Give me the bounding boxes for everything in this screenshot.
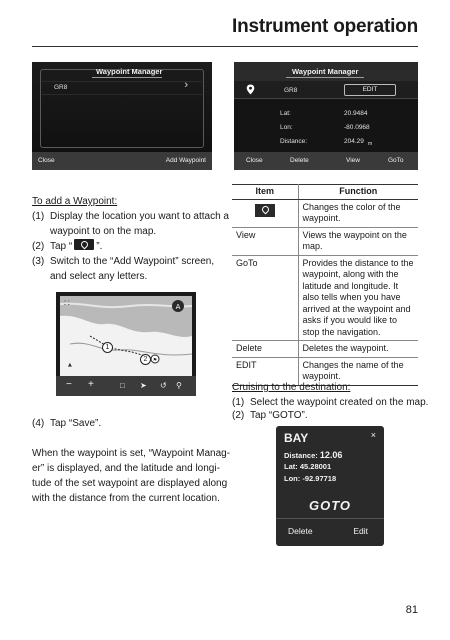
- chevron-right-icon: ›: [184, 79, 188, 91]
- item-cell: Delete: [232, 341, 298, 358]
- grid-icon: ∷: [64, 298, 70, 308]
- item-cell: View: [232, 227, 298, 255]
- step-text: Tap “GOTO”.: [250, 410, 308, 421]
- layers-icon[interactable]: □: [120, 381, 125, 390]
- table-header-row: [232, 185, 418, 200]
- step-number: (2): [232, 410, 245, 421]
- distance-row: [284, 450, 342, 460]
- page-header-title: Instrument operation: [231, 16, 418, 37]
- lon-row: [284, 474, 336, 483]
- col-item-header: Item: [232, 185, 298, 200]
- table-row: [232, 255, 418, 341]
- step-number: (4): [32, 418, 45, 429]
- step-number: (1): [232, 397, 245, 408]
- waypoint-name: GR8: [284, 87, 298, 94]
- item-cell: GoTo: [232, 255, 298, 341]
- button-bar: [234, 152, 418, 170]
- waypoint-manager-detail-screen: [234, 62, 418, 170]
- popup-divider: [276, 518, 384, 519]
- waypoint-name: GR8: [54, 84, 68, 91]
- step-text-post: ”.: [96, 241, 103, 252]
- screen-title: Waypoint Manager: [292, 67, 359, 76]
- goto-button[interactable]: GOTO: [308, 498, 352, 513]
- step-4: [32, 416, 222, 431]
- navigate-icon[interactable]: ➤: [140, 381, 147, 390]
- step-1: [32, 209, 229, 239]
- step-text-line1: Switch to the “Add Waypoint” screen,: [50, 256, 215, 267]
- screen-title: Waypoint Manager: [96, 67, 163, 76]
- cruising-heading: Cruising to the destination:: [232, 382, 351, 393]
- close-button[interactable]: Close: [246, 157, 263, 164]
- button-bar: [32, 152, 212, 170]
- paragraph-line: with the distance from the current location.: [32, 493, 220, 504]
- pin-icon: [255, 204, 275, 217]
- distance-label: Distance:: [284, 451, 318, 460]
- map-chart-graphic: [60, 296, 192, 376]
- callout-2: 2: [140, 354, 151, 365]
- title-underline: [286, 77, 364, 78]
- lat-row: [284, 462, 331, 471]
- lat-value: 45.28001: [299, 462, 332, 471]
- item-cell: EDIT: [232, 357, 298, 385]
- distance-label: Distance:: [280, 138, 308, 145]
- close-icon[interactable]: ×: [370, 430, 376, 440]
- pin-icon[interactable]: [246, 84, 255, 95]
- function-cell: Provides the distance to the waypoint, along with the latitude and longitude. It also tells when you have arrived at the waypoint and asks if you would like to stop the navigation.: [298, 255, 418, 341]
- add-waypoint-heading: To add a Waypoint:: [32, 196, 118, 207]
- lon-label: Lon:: [280, 124, 293, 131]
- function-table: [232, 184, 418, 386]
- page-number: 81: [405, 604, 418, 616]
- distance-value: 204.29: [344, 138, 364, 145]
- item-cell: [232, 199, 298, 227]
- goto-button[interactable]: GoTo: [388, 157, 404, 164]
- zoom-in-button[interactable]: +: [88, 379, 94, 390]
- result-paragraph: [32, 446, 231, 506]
- step-text-pre: Tap “: [50, 241, 73, 252]
- lat-label: Lat:: [284, 462, 298, 471]
- edit-button[interactable]: EDIT: [344, 84, 396, 96]
- lon-value: -80.0968: [344, 124, 370, 131]
- step-text: Tap “Save”.: [50, 418, 102, 429]
- title-underline: [92, 77, 162, 78]
- function-cell: Changes the color of the waypoint.: [298, 199, 418, 227]
- map-screen: [56, 292, 196, 396]
- add-waypoint-icon[interactable]: ⚲: [176, 381, 182, 390]
- waypoint-popup: [276, 426, 384, 546]
- table-row: [232, 227, 418, 255]
- header-rule: [32, 46, 418, 47]
- step-text-line1: Display the location you want to attach a: [50, 211, 229, 222]
- col-function-header: Function: [298, 185, 418, 200]
- step-number: (3): [32, 256, 45, 267]
- map-view[interactable]: [60, 296, 192, 376]
- waypoint-manager-add-screen: [32, 62, 212, 170]
- map-toolbar: [56, 376, 196, 396]
- svg-text:A: A: [175, 303, 181, 311]
- callout-1: 1: [102, 342, 113, 353]
- close-button[interactable]: Close: [38, 157, 55, 164]
- paragraph-line: When the waypoint is set, “Waypoint Manag-: [32, 448, 231, 459]
- step-text: Select the waypoint created on the map.: [250, 397, 429, 408]
- lon-label: Lon:: [284, 474, 301, 483]
- delete-button[interactable]: Delete: [288, 526, 313, 536]
- table-row: [232, 199, 418, 227]
- distance-value: 12.06: [319, 450, 343, 460]
- step-text: [50, 239, 102, 254]
- lon-value: -92.97718: [302, 474, 337, 483]
- function-cell: Views the waypoint on the map.: [298, 227, 418, 255]
- cruise-step-2: [232, 408, 422, 423]
- view-button[interactable]: View: [346, 157, 360, 164]
- distance-unit: m: [368, 141, 373, 147]
- route-icon[interactable]: ↺: [160, 381, 167, 390]
- step-number: (2): [32, 241, 45, 252]
- function-cell: Changes the name of the waypoint.: [298, 357, 418, 385]
- step-text-line2: waypoint to on the map.: [50, 226, 157, 237]
- step-number: (1): [32, 211, 45, 222]
- function-cell: Deletes the waypoint.: [298, 341, 418, 358]
- add-waypoint-icon: [74, 239, 94, 250]
- zoom-out-button[interactable]: −: [66, 379, 72, 390]
- lat-value: 20.9484: [344, 110, 368, 117]
- delete-button[interactable]: Delete: [290, 157, 309, 164]
- popup-title: BAY: [284, 431, 309, 445]
- add-waypoint-button[interactable]: Add Waypoint: [165, 157, 206, 164]
- paragraph-line: er” is displayed, and the latitude and longi-: [32, 463, 220, 474]
- step-2: [32, 239, 222, 254]
- edit-button[interactable]: Edit: [353, 526, 368, 536]
- paragraph-line: tude of the set waypoint are displayed along: [32, 478, 228, 489]
- lat-label: Lat:: [280, 110, 291, 117]
- svg-text:⚑: ⚑: [152, 357, 158, 364]
- step-text-line2: and select any letters.: [50, 271, 148, 282]
- step-3: [32, 254, 222, 284]
- svg-text:▲: ▲: [68, 362, 72, 368]
- table-row: [232, 341, 418, 358]
